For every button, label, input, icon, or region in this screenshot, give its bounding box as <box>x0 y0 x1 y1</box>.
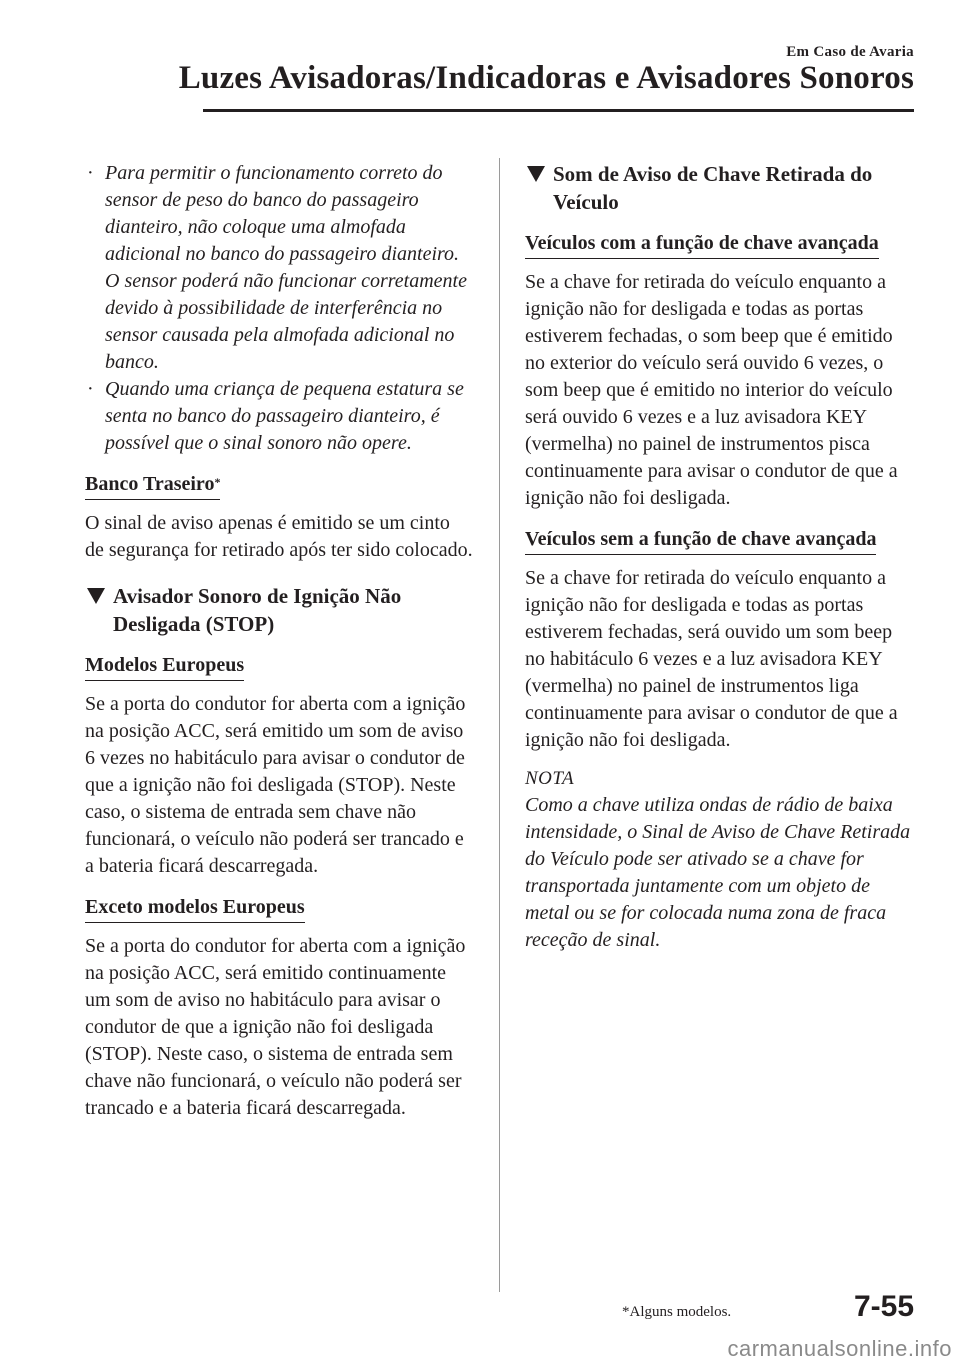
note-label: NOTA <box>525 768 575 789</box>
european-subheading: Modelos Europeus <box>85 652 244 681</box>
advanced-key-text: Se a chave for retirada do veículo enquanto a ignição não for desligada e todas as portas estiverem fechadas, o som beep que é emitido no exterior do veículo será ouvido 6 vezes, o som beep que é emitido no interior do veículo será ouvido 6 vezes e a luz avisadora KEY (vermelha) no painel de instrumentos pisca continuamente para avisar o condutor de que a ignição não foi desligada. <box>525 271 898 509</box>
triangle-marker-icon <box>87 588 105 604</box>
ignition-heading: Avisador Sonoro de Ignição Não Desligada (STOP) <box>85 582 473 638</box>
page-title: Luzes Avisadoras/Indicadoras e Avisadores Sonoros <box>178 60 914 96</box>
footnote-marker: * <box>214 475 221 489</box>
advanced-key-subheading: Veículos com a função de chave avançada <box>525 230 879 259</box>
no-advanced-subheading-wrap <box>525 526 915 555</box>
bullet-item: · Quando uma criança de pequena estatura se senta no banco do passageiro dianteiro, é possível que o sinal sonoro não opere. <box>87 378 464 454</box>
right-column <box>525 160 915 954</box>
non-european-text: Se a porta do condutor for aberta com a ignição na posição ACC, será emitido continuamente um som de aviso no habitáculo para avisar o condutor de que a ignição não foi desligada (STOP). Neste caso, o sistema de entrada sem chave não funcionará, o veículo não poderá ser trancado e a bateria ficará descarregada. <box>85 935 466 1119</box>
no-advanced-key-text: Se a chave for retirada do veículo enquanto a ignição não for desligada e todas as portas estiverem fechadas, será ouvido um som beep no habitáculo 6 vezes e a luz avisadora KEY (vermelha) no painel de instrumentos liga continuamente para avisar o condutor de que a ignição não foi desligada. <box>525 567 898 751</box>
bullet-dot-icon: · <box>87 162 94 184</box>
rear-seat-text: O sinal de aviso apenas é emitido se um cinto de segurança for retirado após ter sido colocado. <box>85 512 473 561</box>
bullet-list <box>85 160 473 457</box>
key-heading: Som de Aviso de Chave Retirada do Veículo <box>525 160 915 216</box>
no-advanced-key-subheading: Veículos sem a função de chave avançada <box>525 526 876 555</box>
rear-seat-subheading-wrap <box>85 471 473 500</box>
triangle-marker-icon <box>527 166 545 182</box>
note-text: Como a chave utiliza ondas de rádio de baixa intensidade, o Sinal de Aviso de Chave Retirada do Veículo pode ser ativado se a chave for transportada juntamente com um objeto de metal ou se for colocada numa zona de fraca receção de sinal. <box>525 794 911 951</box>
column-divider <box>499 158 500 1292</box>
bullet-item: · Para permitir o funcionamento correto do sensor de peso do banco do passageiro dianteiro, não coloque uma almofada adicional no banco do passageiro dianteiro. O sensor poderá não funcionar corretamente devido à possibilidade de interferência no sensor causada pela almofada adicional no banco. <box>87 162 467 373</box>
rear-seat-subheading: Banco Traseiro* <box>85 471 220 500</box>
footnote: *Alguns modelos. <box>622 1304 732 1320</box>
section-title: Em Caso de Avaria <box>786 44 914 60</box>
page-number: 7-55 <box>853 1290 914 1323</box>
watermark: carmanualsonline.info <box>727 1336 952 1361</box>
left-column <box>85 160 473 1122</box>
header-rule <box>203 109 914 112</box>
european-subheading-wrap <box>85 652 473 681</box>
european-text: Se a porta do condutor for aberta com a ignição na posição ACC, será emitido um som de aviso 6 vezes no habitáculo para avisar o condutor de que a ignição não foi desligada (STOP). Neste caso, o sistema de entrada sem chave não funcionará, o veículo não poderá ser trancado e a bateria ficará descarregada. <box>85 693 466 877</box>
non-european-subheading: Exceto modelos Europeus <box>85 894 305 923</box>
advanced-subheading-wrap <box>525 230 915 259</box>
non-european-subheading-wrap <box>85 894 473 923</box>
bullet-dot-icon: · <box>87 378 94 400</box>
